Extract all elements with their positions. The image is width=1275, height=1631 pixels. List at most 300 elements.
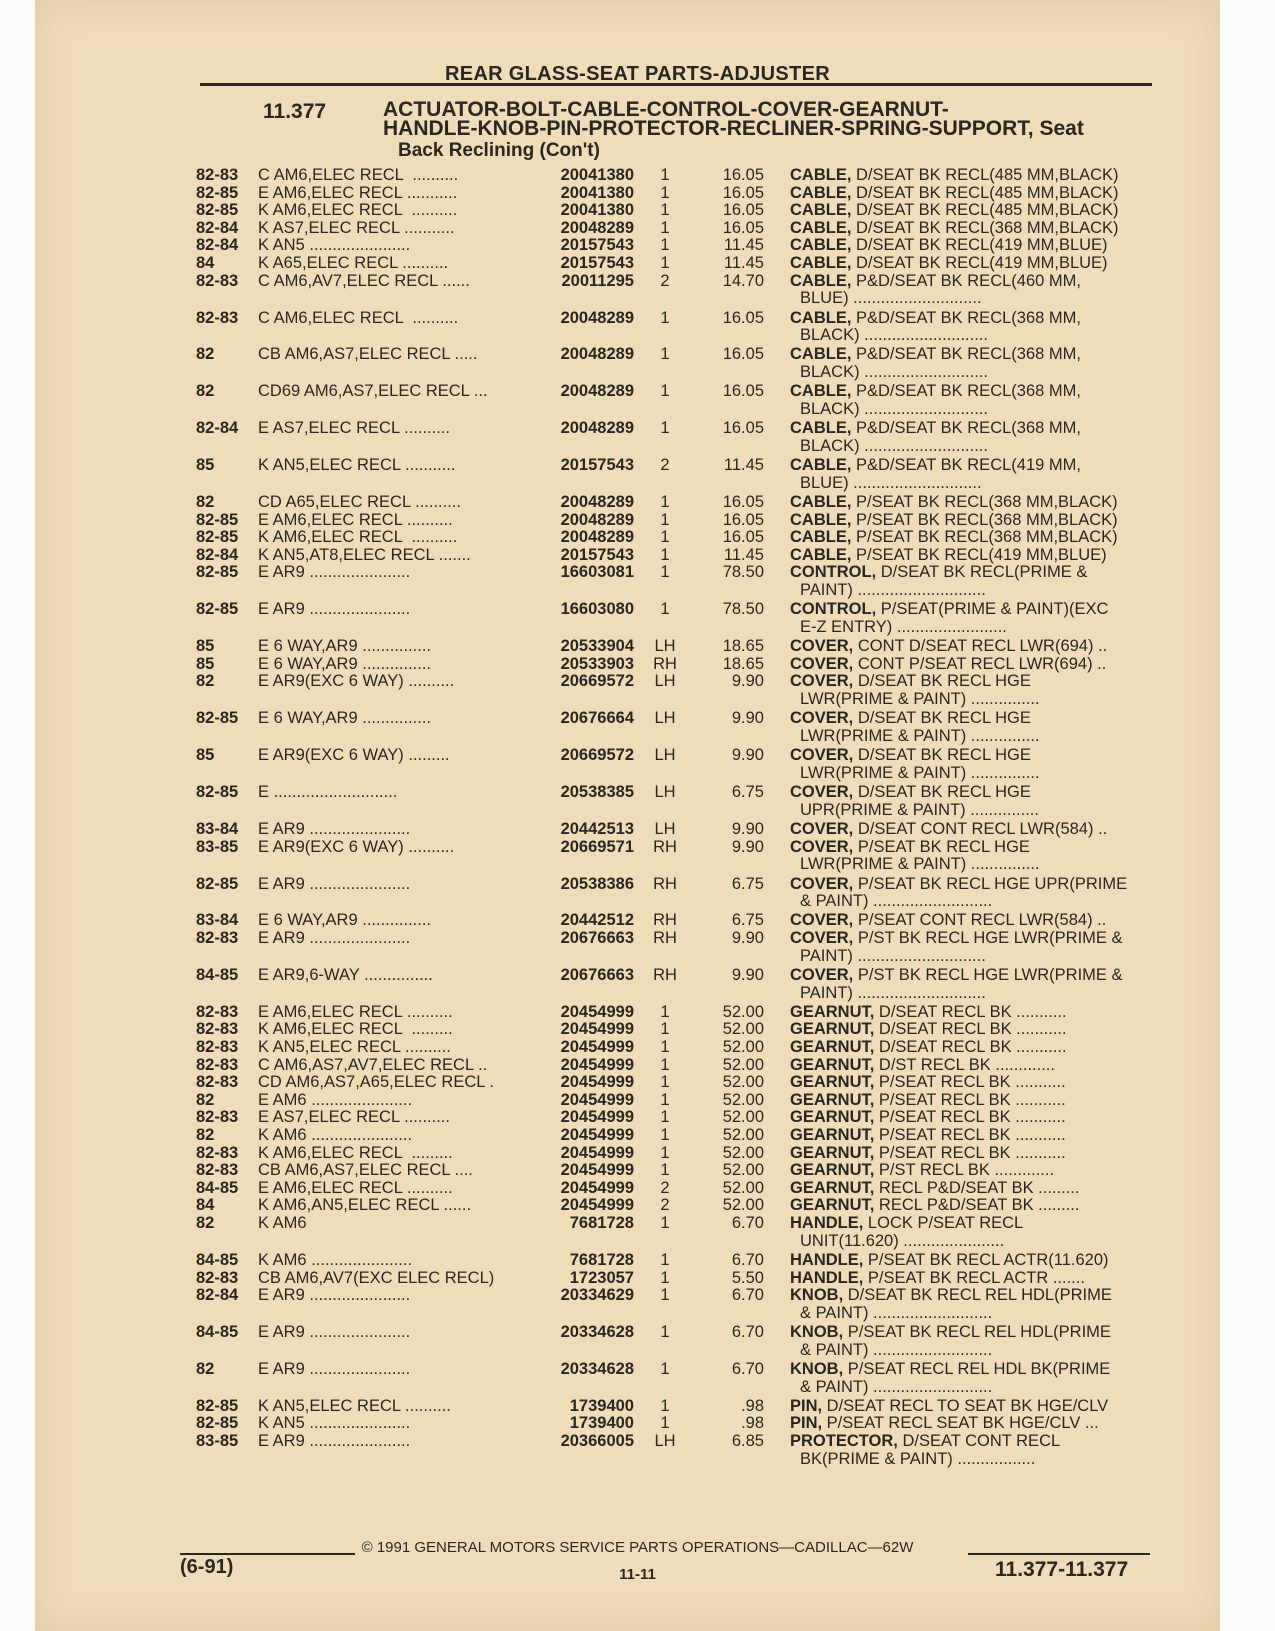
- model-cell: E AR9 ......................: [258, 1286, 411, 1305]
- quantity-cell: 1: [660, 563, 670, 582]
- model-cell: K AM6 ......................: [258, 1126, 413, 1144]
- quantity-cell: 1: [660, 1038, 670, 1056]
- quantity-cell: 1: [660, 345, 670, 364]
- model-cell: C AM6,AV7,ELEC RECL ......: [258, 271, 470, 290]
- table-row: [0, 254, 1275, 272]
- description-continuation: & PAINT) ..........................: [800, 1303, 993, 1322]
- part-description: P/SEAT RECL SEAT BK HGE/CLV ...: [822, 1414, 1099, 1433]
- quantity-cell: RH: [653, 929, 677, 947]
- part-number-cell: 20669571: [560, 837, 634, 856]
- part-name: CABLE,: [790, 419, 852, 438]
- table-row: [0, 1196, 1275, 1214]
- part-description: P/SEAT BK RECL HGE UPR(PRIME: [853, 874, 1128, 893]
- description-cell: [790, 382, 1081, 400]
- quantity-cell: 1: [660, 419, 670, 438]
- model-cell: K AM6,ELEC RECL ..........: [258, 201, 458, 220]
- part-description: P/ST BK RECL HGE LWR(PRIME &: [853, 965, 1123, 984]
- price-cell: 52.00: [722, 1090, 764, 1109]
- part-name: CABLE,: [790, 456, 852, 475]
- quantity-cell: 1: [660, 236, 670, 255]
- description-cell: [790, 563, 1087, 581]
- table-row: [0, 637, 1275, 655]
- table-row: [0, 1360, 1275, 1378]
- table-row: [0, 1038, 1275, 1056]
- model-year-cell: 83-84: [196, 911, 239, 930]
- part-number-cell: 7681728: [569, 1250, 634, 1269]
- model-cell: C AM6,ELEC RECL ..........: [258, 166, 459, 184]
- price-cell: 16.05: [722, 166, 764, 184]
- price-cell: .98: [741, 1414, 764, 1433]
- part-name: GEARNUT,: [790, 1143, 875, 1162]
- table-row: [0, 1286, 1275, 1304]
- part-description: D/SEAT BK RECL HGE: [853, 746, 1031, 765]
- table-row: [0, 1397, 1275, 1415]
- quantity-cell: LH: [654, 746, 676, 765]
- part-number-cell: 20048289: [560, 382, 634, 401]
- part-description: D/SEAT BK RECL(419 MM,BLUE): [851, 236, 1108, 255]
- part-name: CABLE,: [790, 201, 852, 220]
- model-year-cell: 84-85: [196, 965, 239, 984]
- part-name: CABLE,: [790, 166, 852, 184]
- part-number-cell: 20157543: [560, 456, 634, 475]
- model-cell: K AN5,AT8,ELEC RECL .......: [258, 545, 471, 564]
- part-description: P/SEAT BK RECL(419 MM,BLUE): [851, 545, 1107, 564]
- model-year-cell: 84: [196, 254, 215, 272]
- model-year-cell: 82: [196, 382, 215, 401]
- model-cell: E AR9(EXC 6 WAY) ..........: [258, 672, 455, 691]
- part-name: GEARNUT,: [790, 1020, 875, 1039]
- part-number-cell: 20334628: [560, 1323, 634, 1341]
- part-number-cell: 20048289: [560, 345, 634, 364]
- part-description: RECL P&D/SEAT BK .........: [874, 1178, 1080, 1197]
- description-continuation: & PAINT) ..........................: [800, 1340, 993, 1359]
- part-number-cell: 20048289: [560, 308, 634, 327]
- part-name: KNOB,: [790, 1359, 844, 1378]
- part-number-cell: 20442513: [560, 820, 634, 838]
- model-year-cell: 85: [196, 654, 215, 673]
- table-row: [0, 709, 1275, 727]
- model-cell: C AM6,AS7,AV7,ELEC RECL ..: [258, 1055, 488, 1074]
- quantity-cell: RH: [653, 911, 677, 930]
- part-description: D/SEAT BK RECL(PRIME &: [876, 563, 1088, 582]
- table-row: [0, 1020, 1275, 1038]
- part-description: D/ST RECL BK .............: [874, 1055, 1055, 1074]
- price-cell: 52.00: [722, 1020, 764, 1039]
- model-cell: CD69 AM6,AS7,ELEC RECL ...: [258, 382, 488, 401]
- model-cell: E AR9,6-WAY ...............: [258, 965, 433, 984]
- price-cell: 16.05: [722, 510, 764, 529]
- part-number-cell: 16603081: [560, 563, 634, 582]
- model-cell: E 6 WAY,AR9 ...............: [258, 637, 432, 656]
- price-cell: 11.45: [723, 456, 764, 475]
- price-cell: 6.75: [731, 874, 764, 893]
- table-row: [0, 1108, 1275, 1126]
- model-cell: CB AM6,AS7,ELEC RECL .....: [258, 345, 478, 364]
- description-cell: [790, 1360, 1110, 1378]
- table-row: [0, 875, 1275, 893]
- quantity-cell: 1: [660, 545, 670, 564]
- part-number-cell: 20454999: [560, 1090, 634, 1109]
- quantity-cell: 1: [660, 1002, 670, 1021]
- model-cell: E AS7,ELEC RECL ..........: [258, 419, 450, 438]
- part-description: P/SEAT BK RECL HGE: [853, 837, 1030, 856]
- model-year-cell: 82-85: [196, 510, 239, 529]
- description-cell: [790, 1214, 1023, 1232]
- quantity-cell: LH: [654, 637, 676, 656]
- model-year-cell: 82-83: [196, 1073, 239, 1092]
- price-cell: 78.50: [722, 563, 764, 582]
- quantity-cell: 1: [660, 183, 670, 202]
- price-cell: 5.50: [731, 1268, 764, 1287]
- model-cell: K AM6,ELEC RECL .........: [258, 1020, 453, 1039]
- part-number-cell: 20011295: [561, 271, 634, 290]
- footer-date-code: (6-91): [180, 1556, 234, 1578]
- price-cell: 6.75: [731, 783, 764, 802]
- table-row: [0, 966, 1275, 984]
- price-cell: 52.00: [722, 1055, 764, 1074]
- part-number-cell: 20048289: [560, 419, 634, 438]
- part-name: GEARNUT,: [790, 1161, 875, 1180]
- quantity-cell: 1: [660, 1414, 670, 1433]
- part-name: PIN,: [790, 1414, 823, 1433]
- model-cell: E 6 WAY,AR9 ...............: [258, 911, 432, 930]
- description-cell: [790, 783, 1031, 801]
- table-row: [0, 345, 1275, 363]
- price-cell: 52.00: [722, 1126, 764, 1144]
- part-number-cell: 20669572: [560, 746, 634, 765]
- table-row: [0, 184, 1275, 202]
- description-continuation: BLUE) ............................: [800, 473, 982, 492]
- description-cell: [790, 600, 1108, 618]
- description-cell: [790, 1020, 1067, 1038]
- price-cell: 6.70: [731, 1250, 764, 1269]
- model-cell: E AR9 ......................: [258, 820, 411, 838]
- part-number-cell: 20533904: [560, 637, 634, 656]
- part-name: KNOB,: [790, 1323, 844, 1341]
- part-description: P/SEAT(PRIME & PAINT)(EXC: [876, 600, 1109, 619]
- price-cell: 6.70: [731, 1214, 764, 1232]
- model-cell: E AR9 ......................: [258, 1432, 411, 1450]
- price-cell: 9.90: [731, 929, 764, 947]
- quantity-cell: 1: [660, 1020, 670, 1039]
- part-number-cell: 20334628: [560, 1359, 634, 1378]
- quantity-cell: LH: [654, 709, 676, 728]
- table-row: [0, 272, 1275, 290]
- part-name: COVER,: [790, 654, 854, 673]
- part-description: D/SEAT RECL TO SEAT BK HGE/CLV: [822, 1396, 1109, 1415]
- part-name: CABLE,: [790, 218, 852, 237]
- part-name: PROTECTOR,: [790, 1432, 898, 1450]
- quantity-cell: 1: [660, 1268, 670, 1287]
- model-year-cell: 82: [196, 1359, 215, 1378]
- part-description: D/SEAT CONT RECL: [897, 1432, 1061, 1450]
- model-year-cell: 82-83: [196, 1143, 239, 1162]
- model-year-cell: 82-85: [196, 201, 239, 220]
- table-row: [0, 672, 1275, 690]
- description-cell: [790, 820, 1107, 838]
- model-cell: CD AM6,AS7,A65,ELEC RECL .: [258, 1073, 494, 1092]
- model-cell: E AM6 ......................: [258, 1090, 413, 1109]
- part-description: P/SEAT BK RECL(368 MM,BLACK): [851, 510, 1118, 529]
- part-description: D/SEAT BK RECL HGE: [853, 783, 1031, 802]
- description-cell: [790, 655, 1106, 673]
- quantity-cell: 2: [660, 1178, 670, 1197]
- section-title-line-1: ACTUATOR-BOLT-CABLE-CONTROL-COVER-GEARNUT-: [383, 98, 949, 121]
- part-number-cell: 20454999: [560, 1108, 634, 1127]
- price-cell: 11.45: [723, 545, 764, 564]
- model-cell: E AM6,ELEC RECL ..........: [258, 510, 453, 529]
- part-name: CABLE,: [790, 236, 852, 255]
- model-year-cell: 82-83: [196, 1268, 239, 1287]
- description-cell: [790, 166, 1119, 184]
- description-cell: [790, 511, 1118, 529]
- model-year-cell: 82-83: [196, 1108, 239, 1127]
- quantity-cell: 2: [660, 1196, 670, 1215]
- price-cell: 18.65: [722, 654, 764, 673]
- part-name: CABLE,: [790, 308, 852, 327]
- quantity-cell: 1: [660, 1108, 670, 1127]
- model-year-cell: 85: [196, 456, 215, 475]
- model-cell: E AS7,ELEC RECL ..........: [258, 1108, 450, 1127]
- price-cell: 16.05: [722, 345, 764, 364]
- part-name: COVER,: [790, 820, 854, 838]
- description-continuation: PAINT) ............................: [800, 983, 986, 1002]
- model-cell: K AM6,AN5,ELEC RECL ......: [258, 1196, 472, 1215]
- price-cell: 52.00: [722, 1143, 764, 1162]
- table-row: [0, 1323, 1275, 1341]
- part-description: D/SEAT BK RECL REL HDL(PRIME: [843, 1286, 1112, 1305]
- price-cell: 52.00: [722, 1073, 764, 1092]
- table-row: [0, 1073, 1275, 1091]
- table-row: [0, 838, 1275, 856]
- part-number-cell: 1739400: [569, 1396, 634, 1415]
- description-cell: [790, 875, 1127, 893]
- description-continuation: E-Z ENTRY) ........................: [800, 617, 1007, 636]
- description-cell: [790, 1144, 1066, 1162]
- part-number-cell: 20048289: [560, 218, 634, 237]
- quantity-cell: LH: [654, 820, 676, 838]
- model-year-cell: 83-85: [196, 1432, 239, 1450]
- description-cell: [790, 254, 1108, 272]
- model-year-cell: 82-83: [196, 1161, 239, 1180]
- part-name: GEARNUT,: [790, 1073, 875, 1092]
- part-name: PIN,: [790, 1396, 823, 1415]
- section-title-line-2: HANDLE-KNOB-PIN-PROTECTOR-RECLINER-SPRING-SUPPORT, Seat: [383, 117, 1084, 140]
- model-cell: E AR9 ......................: [258, 929, 411, 947]
- price-cell: 16.05: [722, 382, 764, 401]
- part-number-cell: 20533903: [560, 654, 634, 673]
- part-name: CABLE,: [790, 254, 852, 272]
- table-row: [0, 1214, 1275, 1232]
- part-number-cell: 20041380: [560, 201, 634, 220]
- table-row: [0, 201, 1275, 219]
- model-cell: E AR9 ......................: [258, 1359, 411, 1378]
- part-name: CABLE,: [790, 382, 852, 401]
- model-cell: K AN5 ......................: [258, 1414, 411, 1433]
- model-year-cell: 82-83: [196, 1038, 239, 1056]
- part-description: P/SEAT BK RECL(368 MM,BLACK): [851, 528, 1118, 547]
- description-cell: [790, 1161, 1054, 1179]
- model-cell: E AR9 ......................: [258, 874, 411, 893]
- description-cell: [790, 966, 1123, 984]
- model-year-cell: 84: [196, 1196, 215, 1215]
- description-continuation: UNIT(11.620) ......................: [800, 1231, 1005, 1250]
- quantity-cell: 1: [660, 1161, 670, 1180]
- description-cell: [790, 929, 1123, 947]
- model-cell: E AM6,ELEC RECL ...........: [258, 183, 458, 202]
- part-name: COVER,: [790, 709, 854, 728]
- quantity-cell: 1: [660, 1359, 670, 1378]
- quantity-cell: RH: [653, 837, 677, 856]
- model-year-cell: 82-84: [196, 1286, 239, 1305]
- description-cell: [790, 236, 1108, 254]
- part-number-cell: 20454999: [560, 1002, 634, 1021]
- model-cell: CD A65,ELEC RECL ..........: [258, 493, 461, 511]
- model-cell: K AN5,ELEC RECL ..........: [258, 1396, 451, 1415]
- model-cell: E 6 WAY,AR9 ...............: [258, 709, 432, 728]
- footer-page-number: 11-11: [619, 1566, 656, 1583]
- description-continuation: BLUE) ............................: [800, 289, 982, 308]
- description-cell: [790, 911, 1106, 929]
- model-cell: K AM6 ......................: [258, 1250, 413, 1269]
- part-name: GEARNUT,: [790, 1055, 875, 1074]
- price-cell: 11.45: [723, 236, 764, 255]
- model-cell: K A65,ELEC RECL ..........: [258, 254, 449, 272]
- model-year-cell: 83-85: [196, 837, 239, 856]
- price-cell: 16.05: [722, 183, 764, 202]
- price-cell: .98: [741, 1396, 764, 1415]
- description-continuation: & PAINT) ..........................: [800, 892, 993, 911]
- table-row: [0, 1126, 1275, 1144]
- price-cell: 52.00: [722, 1161, 764, 1180]
- quantity-cell: 1: [660, 254, 670, 272]
- price-cell: 16.05: [722, 493, 764, 511]
- price-cell: 78.50: [722, 600, 764, 619]
- model-year-cell: 82-83: [196, 166, 239, 184]
- price-cell: 6.70: [731, 1286, 764, 1305]
- table-row: [0, 1091, 1275, 1109]
- part-number-cell: 20538385: [560, 783, 634, 802]
- model-year-cell: 84-85: [196, 1323, 239, 1341]
- price-cell: 52.00: [722, 1178, 764, 1197]
- table-row: [0, 820, 1275, 838]
- part-number-cell: 20157543: [560, 545, 634, 564]
- part-number-cell: 20538386: [560, 874, 634, 893]
- model-cell: CB AM6,AV7(EXC ELEC RECL): [258, 1268, 495, 1287]
- quantity-cell: 1: [660, 308, 670, 327]
- quantity-cell: 1: [660, 1323, 670, 1341]
- model-year-cell: 82: [196, 1126, 215, 1144]
- part-name: CABLE,: [790, 183, 852, 202]
- model-year-cell: 82-85: [196, 1414, 239, 1433]
- description-cell: [790, 1432, 1060, 1450]
- description-continuation: PAINT) ............................: [800, 946, 986, 965]
- quantity-cell: 1: [660, 528, 670, 547]
- quantity-cell: 1: [660, 1286, 670, 1305]
- table-row: [0, 309, 1275, 327]
- model-year-cell: 82-85: [196, 874, 239, 893]
- table-row: [0, 1003, 1275, 1021]
- part-description: P/SEAT RECL BK ...........: [874, 1143, 1066, 1162]
- part-name: HANDLE,: [790, 1250, 864, 1269]
- part-name: COVER,: [790, 965, 854, 984]
- table-row: [0, 783, 1275, 801]
- part-description: D/SEAT BK RECL HGE: [853, 709, 1031, 728]
- model-year-cell: 82-84: [196, 545, 239, 564]
- part-number-cell: 16603080: [560, 600, 634, 619]
- description-cell: [790, 201, 1119, 219]
- part-description: P&D/SEAT BK RECL(460 MM,: [851, 271, 1081, 290]
- part-description: D/SEAT RECL BK ...........: [874, 1020, 1067, 1039]
- part-name: GEARNUT,: [790, 1178, 875, 1197]
- part-number-cell: 20676663: [560, 965, 634, 984]
- table-row: [0, 528, 1275, 546]
- quantity-cell: LH: [654, 1432, 676, 1450]
- part-name: COVER,: [790, 929, 854, 947]
- model-year-cell: 82: [196, 345, 215, 364]
- part-description: D/SEAT RECL BK ...........: [874, 1038, 1067, 1056]
- part-description: CONT D/SEAT RECL LWR(694) ..: [853, 637, 1108, 656]
- description-cell: [790, 672, 1031, 690]
- description-continuation: BLACK) ...........................: [800, 326, 988, 345]
- model-year-cell: 85: [196, 746, 215, 765]
- part-number-cell: 20454999: [560, 1143, 634, 1162]
- model-year-cell: 82-84: [196, 236, 239, 255]
- description-cell: [790, 528, 1118, 546]
- description-cell: [790, 272, 1081, 290]
- description-cell: [790, 219, 1119, 237]
- part-number-cell: 20366005: [560, 1432, 634, 1450]
- quantity-cell: 1: [660, 1396, 670, 1415]
- part-number-cell: 20041380: [560, 166, 634, 184]
- quantity-cell: LH: [654, 672, 676, 691]
- model-cell: E AM6,ELEC RECL ..........: [258, 1002, 453, 1021]
- model-cell: E AR9 ......................: [258, 600, 411, 619]
- description-cell: [790, 456, 1081, 474]
- description-continuation: LWR(PRIME & PAINT) ...............: [800, 763, 1040, 782]
- part-description: D/SEAT CONT RECL LWR(584) ..: [853, 820, 1108, 838]
- quantity-cell: 1: [660, 382, 670, 401]
- part-description: LOCK P/SEAT RECL: [863, 1214, 1024, 1232]
- part-description: D/SEAT BK RECL(368 MM,BLACK): [851, 218, 1119, 237]
- price-cell: 6.70: [731, 1323, 764, 1341]
- price-cell: 52.00: [722, 1108, 764, 1127]
- table-row: [0, 655, 1275, 673]
- table-row: [0, 219, 1275, 237]
- part-description: P/SEAT RECL BK ...........: [874, 1073, 1066, 1092]
- quantity-cell: 1: [660, 218, 670, 237]
- table-row: [0, 1251, 1275, 1269]
- description-cell: [790, 309, 1081, 327]
- table-row: [0, 1414, 1275, 1432]
- model-cell: CB AM6,AS7,ELEC RECL ....: [258, 1161, 473, 1180]
- price-cell: 9.90: [731, 746, 764, 765]
- part-name: CABLE,: [790, 493, 852, 511]
- part-description: D/SEAT BK RECL(485 MM,BLACK): [851, 183, 1119, 202]
- description-cell: [790, 1003, 1067, 1021]
- model-cell: C AM6,ELEC RECL ..........: [258, 308, 459, 327]
- price-cell: 18.65: [722, 637, 764, 656]
- quantity-cell: 1: [660, 201, 670, 220]
- description-cell: [790, 838, 1030, 856]
- part-number-cell: 20041380: [560, 183, 634, 202]
- description-continuation: LWR(PRIME & PAINT) ...............: [800, 690, 1040, 708]
- description-cell: [790, 419, 1081, 437]
- model-cell: E AR9(EXC 6 WAY) .........: [258, 746, 450, 765]
- description-cell: [790, 1056, 1055, 1074]
- table-row: [0, 1056, 1275, 1074]
- part-description: D/SEAT BK RECL(485 MM,BLACK): [851, 201, 1119, 220]
